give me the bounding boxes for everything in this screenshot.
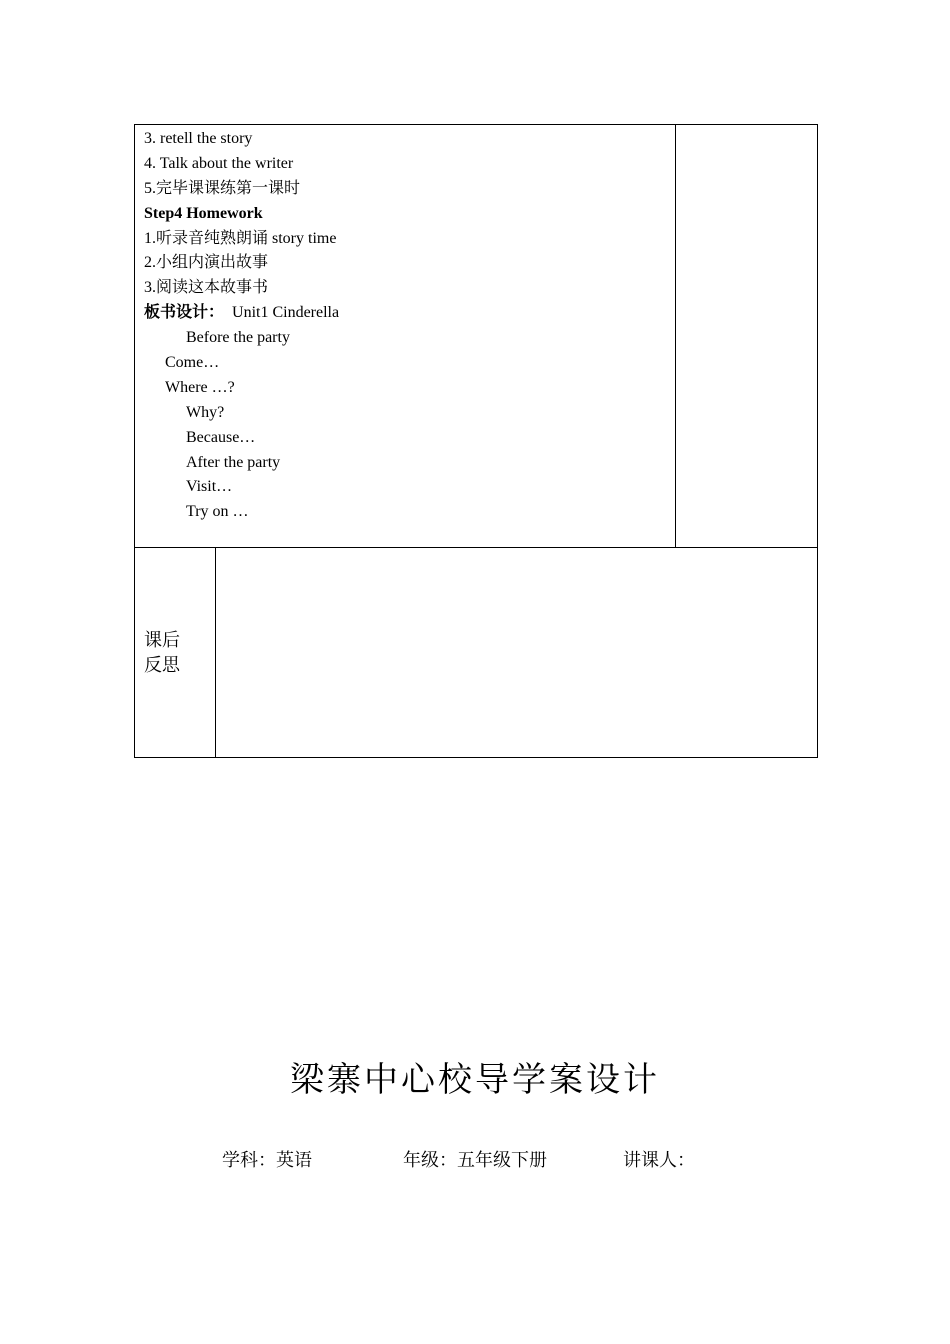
board-item: Why?	[186, 403, 225, 421]
grade-field: 年级：五年级下册	[403, 1150, 547, 1170]
subject-field: 学科：英语	[222, 1150, 312, 1170]
step-line: 5.完毕课课练第一课时	[144, 179, 301, 197]
board-item: Visit…	[186, 478, 233, 496]
reflection-table	[134, 547, 818, 758]
page-title: 梁寨中心校导学案设计	[290, 1062, 660, 1099]
homework-heading: Step4 Homework	[144, 204, 263, 222]
board-item: Because…	[186, 428, 256, 446]
reflection-label	[144, 628, 204, 678]
board-item: Where …?	[165, 378, 235, 396]
board-design-heading	[144, 301, 669, 326]
board-design-title: Unit1 Cinderella	[232, 304, 340, 322]
reflection-label-line: 课后	[144, 630, 180, 650]
lesson-plan-table	[134, 124, 818, 548]
board-item: Come…	[165, 354, 220, 372]
homework-item: 1.听录音纯熟朗诵 story time	[144, 229, 337, 247]
board-item: Try on …	[186, 503, 249, 521]
step-line: 3. retell the story	[144, 130, 253, 147]
homework-item: 2.小组内演出故事	[144, 254, 269, 272]
board-design-label: 板书设计：	[144, 304, 225, 322]
board-item: Before the party	[186, 329, 290, 347]
board-item: After the party	[186, 453, 281, 471]
table-column-divider	[215, 548, 216, 757]
homework-item: 3.阅读这本故事书	[144, 279, 269, 297]
teacher-field: 讲课人：	[623, 1150, 695, 1170]
table-column-divider	[675, 125, 676, 547]
step-line: 4. Talk about the writer	[144, 154, 294, 172]
lesson-steps	[144, 127, 669, 525]
reflection-label-line: 反思	[144, 655, 180, 675]
